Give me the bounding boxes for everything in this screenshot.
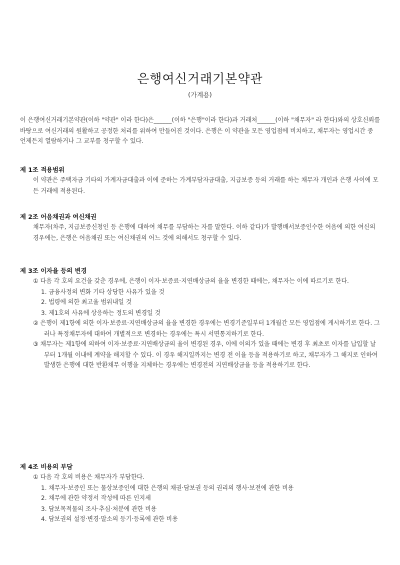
document-subtitle: (가계용) <box>188 91 212 99</box>
article-heading: 제 1조 적용범위 <box>20 167 65 174</box>
article-3 <box>20 266 380 372</box>
intro-paragraph: 이 은행여신거래기본약관(이하 "약관" 이라 한다)은______(이하 "은행"이라 한다)과 거래처______(이하 "채무자" 라 한다)와의 상호신뢰를 바탕으로 여신거래의 원활하고 공정한 처리를 위하여 만들어진 것이다. 은행은 이 약관을 모든 영업점에 비치하고, 채무자는 영업시간 중 언제든지 열람하거나 그 교부를 청구할 수 있다. <box>20 117 380 145</box>
article-items <box>20 277 380 372</box>
clause: ① 다음 각 호의 비용은 채무자가 부담한다. <box>33 474 145 481</box>
clause: ② 은행이 제1항에 의한 이자·보증료·지연배상금의 율을 변경한 경우에는 변경기준일부터 1개월간 모든 영업점에 게시하기로 한다. 그러나 특정채무자에 대하여 개별적으로 변경하는 경우에는 특시 서면통지하기로 한다. <box>33 320 380 338</box>
clause: ③ 채무자는 제1항에 의하여 이자·보증료·지연배상금의 율이 변경된 경우, 이에 이의가 있을 때에는 변경 후 최초로 이자를 납입할 날부터 1개월 이내에 계약을 해지할 수 있다. 이 경우 해지일까지는 변경 전 이율 등을 적용하기로 하고, 채무자가 그 해지로 인하여 발생한 은행에 대한 반환채무 이행을 지체하는 경우에는 변경전의 지연배상금율 등을 적용하기로 한다. <box>33 341 378 369</box>
article-heading: 제 4조 비용의 부담 <box>20 464 73 471</box>
sub-item: 4. 담보권의 설정·변경·말소의 등기·등록에 관한 비용 <box>41 516 178 523</box>
article-items <box>20 473 380 526</box>
sub-item: 2. 채무에 관한 약정서 작성에 따른 인지세 <box>41 495 151 502</box>
article-4 <box>20 462 380 526</box>
document-title: 은행여신거래기본약관 <box>137 71 263 86</box>
article-body: 이 약관은 주택자금 기타의 가계자금대출과 이에 준하는 가계부담자금대출, 지급보증 등의 거래를 하는 채무자 개인과 은행 사이에 모든 거래에 적용된다. <box>33 177 379 195</box>
clause: ① 다음 각 호의 요건을 갖춘 경우에, 은행이 이자·보증료·지연배상금의 율을 변경한 때에는, 채무자는 이에 따르기로 한다. <box>33 278 349 285</box>
sub-item: 1. 채무자·보증인 또는 물상보증인에 대한 은행의 채권·담보권 등의 권리의 행사·보전에 관한 비용 <box>41 484 294 492</box>
sub-item: 3. 제1호의 사유에 상응하는 정도의 변경일 것 <box>41 309 161 317</box>
article-body: 채무자(차주, 지급보증신청인 등 은행에 대하여 채무를 부담하는 자를 말한다. 이하 같다)가 발행배서보증인수한 어음에 의한 여신의 경우에는, 은행은 어음채권 또는 여신채권의 어느 것에 의해서도 청구할 수 있다. <box>33 224 376 242</box>
sub-item: 2. 법령에 의한 최고율 범위내일 것 <box>41 299 132 306</box>
sub-item: 1. 금융사정의 변화 기타 상당한 사유가 있을 것 <box>41 288 165 296</box>
article-2 <box>20 212 380 244</box>
sub-item: 3. 담보목적물의 조사·추심·처분에 관한 비용 <box>41 505 157 513</box>
article-heading: 제 2조 어음채권과 여신채권 <box>20 214 97 221</box>
article-heading: 제 3조 이자율 등의 변경 <box>20 268 87 275</box>
article-1 <box>20 165 380 197</box>
